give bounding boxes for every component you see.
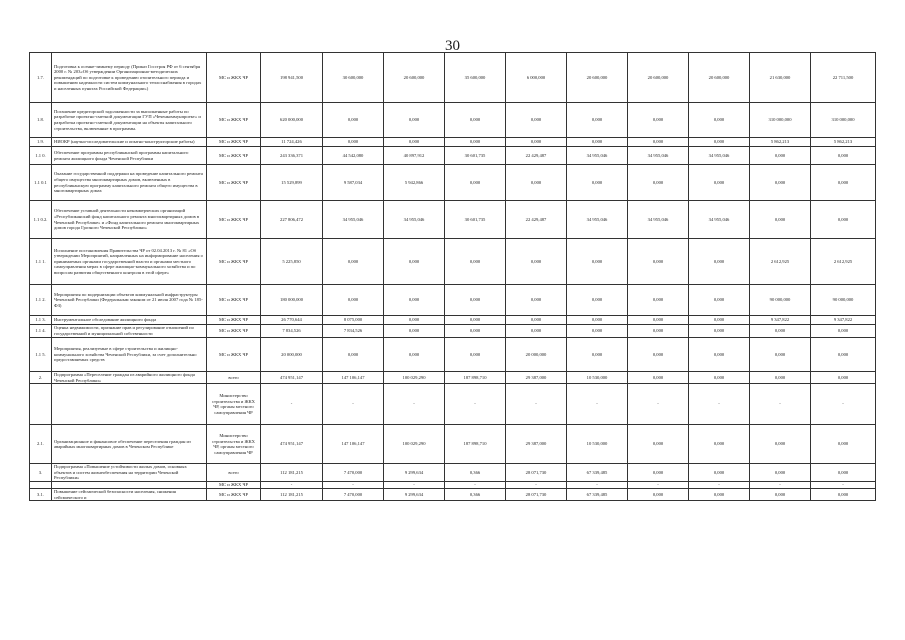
amount-cell: 474 951,147 — [261, 425, 323, 464]
table-row — [30, 425, 876, 464]
table-row — [30, 103, 876, 138]
amount-cell: 0,000 — [384, 338, 445, 372]
measure-name: Мероприятия по модернизации объектов коммунальной инфраструктуры Чеченской Республики (Федеральным законом от 21 июля 2007 года № 185-ФЗ) — [52, 285, 207, 316]
measure-name: Оказание государственной поддержки на проведение капитального ремонта общего имущества многоквартирных домов, включенных в республиканскую программу капитального ремонта общего имущества в многоквартирных домах — [52, 165, 207, 201]
amount-cell: 147 106,147 — [323, 425, 384, 464]
amount-cell: 0,000 — [628, 285, 689, 316]
amount-cell: 0,000 — [323, 138, 384, 147]
amount-cell: 227 806,472 — [261, 201, 323, 239]
measure-name: Обеспечение уставной деятельности некоммерческих организаций «Республиканский фонд капитального ремонта многоквартирных домов в Чеченской Республике» и «Фонд капитального ремонта многоквартирных домов города Грозного Чеченской Республики» — [52, 201, 207, 239]
amount-cell: 22 429,487 — [506, 201, 567, 239]
measure-name: Обеспечение программы республиканской программы капитального ремонта жилищного фонда Чеченской Республики — [52, 147, 207, 165]
amount-cell: 34 955,046 — [384, 201, 445, 239]
table-row — [30, 384, 876, 425]
amount-cell: 29 387,000 — [506, 425, 567, 464]
amount-cell: 0,000 — [445, 285, 506, 316]
amount-cell: 0,000 — [689, 372, 750, 384]
amount-cell: 30 601,735 — [445, 201, 506, 239]
amount-cell: 0,000 — [750, 464, 811, 482]
amount-cell: 0,000 — [323, 103, 384, 138]
amount-cell: 0,000 — [628, 103, 689, 138]
amount-cell: 2 612,925 — [811, 239, 876, 285]
row-number: 1.7. — [30, 53, 52, 103]
amount-cell: - — [506, 384, 567, 425]
amount-cell: 8 075,000 — [323, 316, 384, 325]
amount-cell: 67 339,485 — [567, 488, 628, 500]
amount-cell: 0,000 — [811, 372, 876, 384]
executor: МС и ЖКХ ЧР — [207, 325, 261, 338]
amount-cell: 20 600,000 — [384, 53, 445, 103]
amount-cell: 0,000 — [689, 425, 750, 464]
amount-cell: 34 955,046 — [689, 201, 750, 239]
amount-cell: 34 955,046 — [323, 201, 384, 239]
row-number: 3. — [30, 464, 52, 482]
amount-cell: 0,000 — [506, 325, 567, 338]
amount-cell: 11 724,426 — [261, 138, 323, 147]
executor: МС и ЖКХ ЧР — [207, 239, 261, 285]
executor: Министерство строительства и ЖКХ ЧР, органы местного самоуправления ЧР — [207, 384, 261, 425]
measure-name: Погашение кредиторской задолженности за выполненные работы по разработке проектно-сметной документации ГУП «Чеченкоммунпроект» и разработка проектно-сметной документации на объекты капитального строительства, включенные в программы. — [52, 103, 207, 138]
amount-cell: 147 106,147 — [323, 372, 384, 384]
amount-cell: 30 601,735 — [445, 147, 506, 165]
amount-cell: 0,000 — [567, 165, 628, 201]
amount-cell: 7 834,526 — [261, 325, 323, 338]
measure-name: Подпрограмма «Повышение устойчивости жилых домов, основных объектов и систем жизнеобеспечения на территории Чеченской Республики» — [52, 464, 207, 482]
amount-cell: 0,000 — [384, 325, 445, 338]
amount-cell: 0,000 — [811, 464, 876, 482]
measure-name: Подпрограмма «Переселение граждан из аварийного жилищного фонда Чеченской Республики» — [52, 372, 207, 384]
row-number: 1.1 0.1 — [30, 165, 52, 201]
amount-cell: 0,000 — [506, 165, 567, 201]
amount-cell: 0,000 — [567, 316, 628, 325]
amount-cell: 0,000 — [323, 285, 384, 316]
amount-cell: 0,000 — [506, 103, 567, 138]
row-number: 1.1 0.2. — [30, 201, 52, 239]
amount-cell: 30 600,000 — [323, 53, 384, 103]
amount-cell: 67 339,485 — [567, 464, 628, 482]
amount-cell: 0,000 — [689, 285, 750, 316]
amount-cell: 0,000 — [384, 103, 445, 138]
measure-name: Оценка недвижимости, признание прав и регулирование отношений по государственной и муниципальной собственности — [52, 325, 207, 338]
executor: МС и ЖКХ ЧР — [207, 53, 261, 103]
amount-cell: 0,000 — [811, 338, 876, 372]
row-number — [30, 481, 52, 488]
amount-cell: 0,000 — [811, 201, 876, 239]
amount-cell: 20 000,000 — [261, 338, 323, 372]
measure-name: Инструментальное обследование жилищного фонда — [52, 316, 207, 325]
amount-cell: 0,000 — [445, 338, 506, 372]
amount-cell: 10 530,000 — [567, 372, 628, 384]
amount-cell: 0,000 — [811, 165, 876, 201]
amount-cell: 7 470,000 — [323, 464, 384, 482]
amount-cell: 0,000 — [567, 325, 628, 338]
amount-cell: 0,000 — [445, 103, 506, 138]
executor: МС и ЖКХ ЧР — [207, 147, 261, 165]
amount-cell: 187 898,710 — [445, 425, 506, 464]
amount-cell: - — [261, 481, 323, 488]
row-number: 2. — [30, 372, 52, 384]
amount-cell: - — [689, 481, 750, 488]
amount-cell: 0,000 — [384, 316, 445, 325]
amount-cell: 0,000 — [750, 165, 811, 201]
amount-cell: 0,000 — [628, 372, 689, 384]
amount-cell: 198 941,500 — [261, 53, 323, 103]
executor: всего — [207, 372, 261, 384]
amount-cell: 0,000 — [750, 201, 811, 239]
amount-cell: 40 897,912 — [384, 147, 445, 165]
table-row — [30, 285, 876, 316]
amount-cell: 474 951,147 — [261, 372, 323, 384]
row-number: 1.1 2. — [30, 285, 52, 316]
amount-cell: 20 600,000 — [628, 53, 689, 103]
table-row — [30, 338, 876, 372]
amount-cell: - — [323, 481, 384, 488]
measure-name: Повышение сейсмической безопасности населения, снижения сейсмического и — [52, 488, 207, 500]
amount-cell: 310 000,000 — [750, 103, 811, 138]
amount-cell: 21 630,000 — [750, 53, 811, 103]
table-row — [30, 165, 876, 201]
amount-cell: 90 000,000 — [750, 285, 811, 316]
amount-cell: - — [384, 384, 445, 425]
amount-cell: 9 347,822 — [750, 316, 811, 325]
amount-cell: 0,000 — [384, 138, 445, 147]
amount-cell: 100 029,290 — [384, 425, 445, 464]
amount-cell: 0,000 — [628, 325, 689, 338]
amount-cell: 0,000 — [750, 372, 811, 384]
executor: МС и ЖКХ ЧР — [207, 481, 261, 488]
table-row — [30, 316, 876, 325]
executor: Министерство строительства и ЖКХ ЧР, органы местного самоуправления ЧР — [207, 425, 261, 464]
amount-cell: 0,366 — [445, 488, 506, 500]
amount-cell: - — [567, 384, 628, 425]
amount-cell: 44 542,080 — [323, 147, 384, 165]
table-row — [30, 481, 876, 488]
amount-cell: 0,000 — [567, 239, 628, 285]
amount-cell: 0,000 — [689, 316, 750, 325]
amount-cell: 0,000 — [628, 138, 689, 147]
amount-cell: 0,000 — [506, 239, 567, 285]
amount-cell: 0,000 — [567, 103, 628, 138]
measure-name: Мероприятия, реализуемые в сфере строительства и жилищно-коммунального хозяйства Чеченской Республики, за счет дополнительно предоставляемых средств — [52, 338, 207, 372]
amount-cell: 28 071,730 — [506, 464, 567, 482]
amount-cell: 0,000 — [506, 138, 567, 147]
table-row — [30, 201, 876, 239]
amount-cell: 2 612,925 — [750, 239, 811, 285]
amount-cell: 9 587,034 — [323, 165, 384, 201]
amount-cell: - — [384, 481, 445, 488]
amount-cell: 0,000 — [689, 138, 750, 147]
table-row — [30, 325, 876, 338]
amount-cell: - — [445, 481, 506, 488]
amount-cell: 0,000 — [567, 338, 628, 372]
row-number: 1.1 4. — [30, 325, 52, 338]
amount-cell: 0,000 — [689, 103, 750, 138]
amount-cell: 0,000 — [323, 239, 384, 285]
measure-name — [52, 481, 207, 488]
amount-cell: 28 071,730 — [506, 488, 567, 500]
amount-cell: 9 299,634 — [384, 488, 445, 500]
table-row — [30, 239, 876, 285]
amount-cell: 26 770,644 — [261, 316, 323, 325]
amount-cell: 0,000 — [323, 338, 384, 372]
executor: МС и ЖКХ ЧР — [207, 103, 261, 138]
row-number: 1.1 1. — [30, 239, 52, 285]
amount-cell: 0,000 — [689, 325, 750, 338]
executor: МС и ЖКХ ЧР — [207, 285, 261, 316]
row-number — [30, 384, 52, 425]
amount-cell: 0,000 — [628, 338, 689, 372]
table-row — [30, 372, 876, 384]
amount-cell: 0,000 — [445, 316, 506, 325]
measure-name: Исполнение постановления Правительства ЧР от 02.04.2013 г. № 81 «Об утверждении Мероприятий, направленных на информирование населения о принимаемых органами государственной власти и органами местного самоуправления мерах в сфере жилищно-коммунального хозяйства и по вопросам развития общественного контроля в этой сфере» — [52, 239, 207, 285]
executor: МС и ЖКХ ЧР — [207, 316, 261, 325]
amount-cell: 0,000 — [689, 338, 750, 372]
amount-cell: 310 000,000 — [811, 103, 876, 138]
amount-cell: 22 711,500 — [811, 53, 876, 103]
amount-cell: 0,000 — [750, 488, 811, 500]
amount-cell: 5 942,866 — [384, 165, 445, 201]
amount-cell: 0,000 — [445, 239, 506, 285]
amount-cell: 0,000 — [445, 165, 506, 201]
amount-cell: 0,000 — [384, 239, 445, 285]
amount-cell: 243 336,371 — [261, 147, 323, 165]
amount-cell: 0,000 — [445, 138, 506, 147]
amount-cell: - — [506, 481, 567, 488]
table-row — [30, 147, 876, 165]
amount-cell: 34 955,046 — [628, 147, 689, 165]
table-row — [30, 488, 876, 500]
measure-name: Организационное и финансовое обеспечение переселения граждан из аварийных многоквартирных домов в Чеченском Республике — [52, 425, 207, 464]
amount-cell: 0,000 — [750, 325, 811, 338]
amount-cell: 34 955,046 — [628, 201, 689, 239]
measure-name: Подготовка к осенне-зимнему периоду (Приказ Госстроя РФ от 6 сентября 2000 г. № 203«Об утверждении Организационно-методических рекомендаций по подготовке к проведению отопительного периода и повышению надежности систем коммунального теплоснабжения в городах и населенных пунктах Российской Федерации») — [52, 53, 207, 103]
budget-table — [29, 52, 876, 501]
row-number: 1.8. — [30, 103, 52, 138]
amount-cell: 0,000 — [628, 464, 689, 482]
amount-cell: 0,000 — [689, 488, 750, 500]
amount-cell: 0,000 — [384, 285, 445, 316]
amount-cell: 5 225,850 — [261, 239, 323, 285]
amount-cell: 5 862,213 — [750, 138, 811, 147]
amount-cell: 0,000 — [750, 338, 811, 372]
amount-cell: 0,000 — [811, 425, 876, 464]
amount-cell: 6 000,000 — [506, 53, 567, 103]
measure-name: НИОКР (научно-исследовательские и опытно-конструкторские работы) — [52, 138, 207, 147]
amount-cell: 9 347,822 — [811, 316, 876, 325]
amount-cell: 112 181,215 — [261, 488, 323, 500]
table-row — [30, 138, 876, 147]
executor: МС и ЖКХ ЧР — [207, 201, 261, 239]
amount-cell: 15 529,899 — [261, 165, 323, 201]
executor: всего — [207, 464, 261, 482]
row-number: 1.1 0. — [30, 147, 52, 165]
amount-cell: 100 029,290 — [384, 372, 445, 384]
page-number: 30 — [445, 38, 460, 54]
amount-cell: 35 600,000 — [445, 53, 506, 103]
amount-cell: 20 600,000 — [567, 53, 628, 103]
amount-cell: 0,366 — [445, 464, 506, 482]
amount-cell: 34 955,046 — [567, 147, 628, 165]
amount-cell: - — [628, 384, 689, 425]
amount-cell: 0,000 — [689, 239, 750, 285]
executor: МС и ЖКХ ЧР — [207, 165, 261, 201]
amount-cell: 7 834,526 — [323, 325, 384, 338]
amount-cell: 0,000 — [811, 147, 876, 165]
executor: МС и ЖКХ ЧР — [207, 138, 261, 147]
amount-cell: 0,000 — [750, 147, 811, 165]
amount-cell: 5 862,213 — [811, 138, 876, 147]
amount-cell: 90 000,000 — [811, 285, 876, 316]
row-number: 1.1 3. — [30, 316, 52, 325]
measure-name — [52, 384, 207, 425]
amount-cell: - — [261, 384, 323, 425]
executor: МС и ЖКХ ЧР — [207, 338, 261, 372]
amount-cell: 187 898,710 — [445, 372, 506, 384]
amount-cell: 20 600,000 — [689, 53, 750, 103]
amount-cell: - — [689, 384, 750, 425]
table-row — [30, 53, 876, 103]
amount-cell: 0,000 — [750, 425, 811, 464]
amount-cell: 22 429,487 — [506, 147, 567, 165]
amount-cell: 20 000,000 — [506, 338, 567, 372]
table-row — [30, 464, 876, 482]
amount-cell: 0,000 — [506, 285, 567, 316]
amount-cell: - — [445, 384, 506, 425]
amount-cell: - — [811, 481, 876, 488]
amount-cell: 0,000 — [567, 138, 628, 147]
row-number: 1.1 5. — [30, 338, 52, 372]
amount-cell: 29 387,000 — [506, 372, 567, 384]
amount-cell: 9 299,634 — [384, 464, 445, 482]
row-number: 2.1. — [30, 425, 52, 464]
amount-cell: 7 470,000 — [323, 488, 384, 500]
amount-cell: 112 181,215 — [261, 464, 323, 482]
row-number: 1.9. — [30, 138, 52, 147]
amount-cell: - — [323, 384, 384, 425]
amount-cell: 0,000 — [628, 165, 689, 201]
amount-cell: 0,000 — [689, 464, 750, 482]
amount-cell: 0,000 — [811, 488, 876, 500]
amount-cell: 34 955,046 — [567, 201, 628, 239]
amount-cell: 34 955,046 — [689, 147, 750, 165]
amount-cell: 0,000 — [628, 316, 689, 325]
amount-cell: 0,000 — [689, 165, 750, 201]
amount-cell: - — [628, 481, 689, 488]
amount-cell: - — [567, 481, 628, 488]
amount-cell: 10 530,000 — [567, 425, 628, 464]
amount-cell: - — [811, 384, 876, 425]
amount-cell: 0,000 — [506, 316, 567, 325]
amount-cell: - — [750, 384, 811, 425]
amount-cell: - — [750, 481, 811, 488]
amount-cell: 0,000 — [628, 239, 689, 285]
amount-cell: 0,000 — [567, 285, 628, 316]
amount-cell: 0,000 — [445, 325, 506, 338]
amount-cell: 0,000 — [628, 425, 689, 464]
amount-cell: 620 000,000 — [261, 103, 323, 138]
executor: МС и ЖКХ ЧР — [207, 488, 261, 500]
amount-cell: 0,000 — [811, 325, 876, 338]
row-number: 3.1. — [30, 488, 52, 500]
amount-cell: 180 000,000 — [261, 285, 323, 316]
amount-cell: 0,000 — [628, 488, 689, 500]
